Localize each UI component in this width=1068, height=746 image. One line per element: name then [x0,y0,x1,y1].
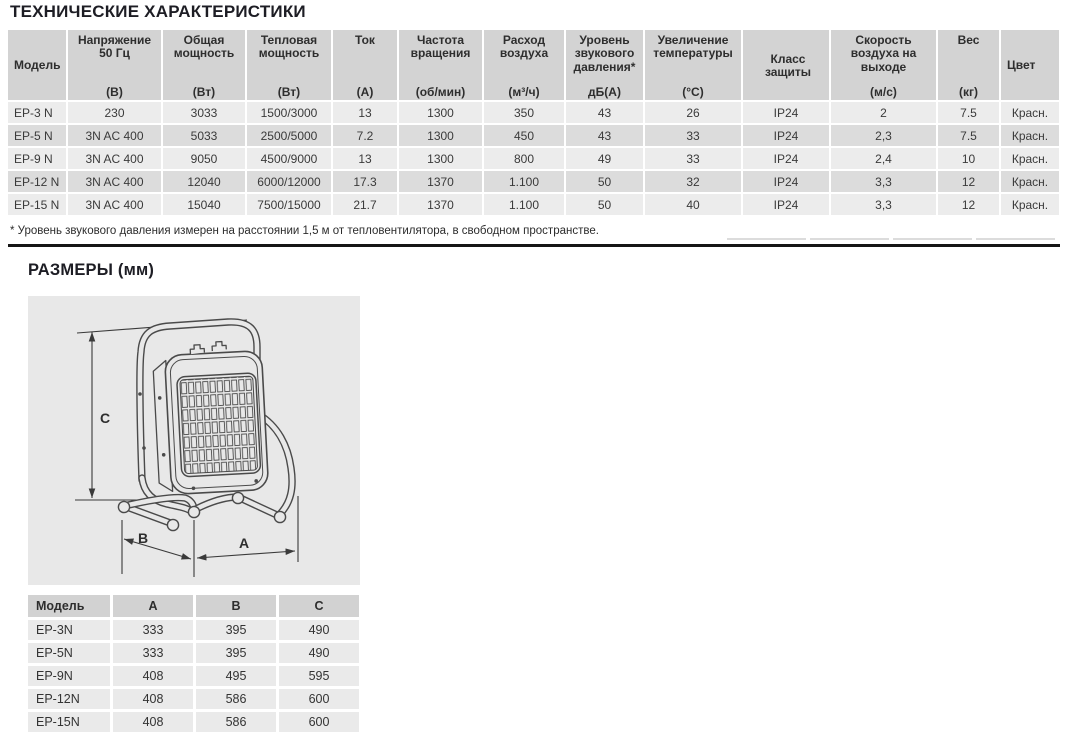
value-cell: 33 [645,125,741,146]
value-cell: 12 [938,171,999,192]
value-cell: 3N AC 400 [68,194,161,215]
dims-col-header: Модель [28,595,110,617]
value-cell: 1370 [399,171,482,192]
model-cell: EP-5N [28,643,110,663]
value-cell: 333 [113,643,193,663]
value-cell: 490 [279,643,359,663]
value-cell: 9050 [163,148,245,169]
value-cell: 586 [196,689,276,709]
specs-col-header [247,30,331,100]
dimensions-table-header [28,595,359,617]
col-unit: (м³/ч) [508,85,540,99]
value-cell: 1300 [399,102,482,123]
specs-col-header [68,30,161,100]
value-cell: 49 [566,148,643,169]
dim-label-c: C [100,410,111,426]
dims-col-header: С [279,595,359,617]
value-cell: 5033 [163,125,245,146]
heater-body [152,340,269,495]
model-cell: EP-5 N [8,125,66,146]
col-label: Модель [14,58,61,73]
grille [177,373,261,477]
value-cell: 50 [566,194,643,215]
specs-col-header [938,30,999,100]
value-cell: 3,3 [831,171,936,192]
value-cell: 3033 [163,102,245,123]
value-cell: 7500/15000 [247,194,331,215]
model-cell: EP-9 N [8,148,66,169]
value-cell: 43 [566,125,643,146]
value-cell: 3N AC 400 [68,171,161,192]
value-cell: 495 [196,666,276,686]
value-cell: 32 [645,171,741,192]
value-cell: Красн. [1001,194,1059,215]
specs-col-header [831,30,936,100]
dims-section-title: РАЗМЕРЫ (мм) [28,261,155,279]
value-cell: 13 [333,102,397,123]
specs-col-header [1001,30,1059,100]
value-cell: 333 [113,620,193,640]
table-row [28,712,359,732]
value-cell: 7.2 [333,125,397,146]
col-label: Напряжение 50 Гц [77,33,152,61]
dims-col-header: А [113,595,193,617]
specs-col-header [399,30,482,100]
specs-col-header [566,30,643,100]
specs-table [6,28,1061,217]
value-cell: 15040 [163,194,245,215]
col-label: Частота вращения [410,33,471,61]
value-cell: 395 [196,620,276,640]
value-cell: 13 [333,148,397,169]
value-cell: 586 [196,712,276,732]
col-unit: (°С) [682,85,704,99]
value-cell: 395 [196,643,276,663]
value-cell: 2,4 [831,148,936,169]
value-cell: 3,3 [831,194,936,215]
value-cell: 50 [566,171,643,192]
value-cell: Красн. [1001,171,1059,192]
value-cell: 6000/12000 [247,171,331,192]
table-row [8,171,1059,192]
col-label: Ток [355,33,375,47]
col-unit: дБ(А) [588,85,621,99]
value-cell: 4500/9000 [247,148,331,169]
table-row [8,194,1059,215]
value-cell: 1370 [399,194,482,215]
value-cell: 1.100 [484,171,564,192]
specs-table-header [8,30,1059,100]
specs-col-header [8,30,66,100]
table-row [28,620,359,640]
section-divider-rule [8,244,1060,247]
model-cell: EP-3N [28,620,110,640]
value-cell: 7.5 [938,125,999,146]
dim-label-a: A [238,535,250,551]
table-row [28,689,359,709]
value-cell: 17.3 [333,171,397,192]
value-cell: Красн. [1001,148,1059,169]
specs-col-header [163,30,245,100]
table-row [28,666,359,686]
value-cell: 1300 [399,125,482,146]
col-unit: (кг) [959,85,978,99]
value-cell: 21.7 [333,194,397,215]
col-label: Тепловая мощность [258,33,320,61]
col-label: Общая мощность [173,33,235,61]
value-cell: 2 [831,102,936,123]
model-cell: EP-3 N [8,102,66,123]
col-unit: (Вт) [192,85,216,99]
divider-segments [727,238,1057,240]
value-cell: 26 [645,102,741,123]
value-cell: 490 [279,620,359,640]
col-label: Класс защиты [764,51,812,79]
col-unit: (м/с) [870,85,897,99]
value-cell: 408 [113,712,193,732]
value-cell: 12040 [163,171,245,192]
value-cell: 595 [279,666,359,686]
value-cell: 408 [113,666,193,686]
value-cell: 43 [566,102,643,123]
value-cell: 600 [279,712,359,732]
value-cell: 600 [279,689,359,709]
value-cell: 1.100 [484,194,564,215]
value-cell: Красн. [1001,102,1059,123]
dimensions-table-body [28,620,359,732]
heater-dimension-diagram [28,296,360,585]
col-unit: (об/мин) [415,85,466,99]
col-label: Уровень звукового давления* [573,33,636,74]
value-cell: 800 [484,148,564,169]
value-cell: 12 [938,194,999,215]
heater-drawing [28,296,360,585]
value-cell: Красн. [1001,125,1059,146]
specs-col-header [484,30,564,100]
col-label: Скорость воздуха на выходе [850,33,917,74]
model-cell: EP-9N [28,666,110,686]
col-unit: (В) [106,85,123,99]
model-cell: EP-15N [28,712,110,732]
value-cell: 230 [68,102,161,123]
model-cell: EP-15 N [8,194,66,215]
value-cell: 450 [484,125,564,146]
col-unit: (Вт) [277,85,301,99]
model-cell: EP-12 N [8,171,66,192]
value-cell: 33 [645,148,741,169]
value-cell: IP24 [743,125,829,146]
col-label: Увеличение температуры [653,33,733,61]
value-cell: 1300 [399,148,482,169]
table-row [8,148,1059,169]
specs-table-body [8,102,1059,215]
table-row [8,125,1059,146]
dims-col-header: В [196,595,276,617]
value-cell: 3N AC 400 [68,148,161,169]
table-row [8,102,1059,123]
specs-col-header [333,30,397,100]
value-cell: 2500/5000 [247,125,331,146]
value-cell: 10 [938,148,999,169]
value-cell: IP24 [743,102,829,123]
value-cell: IP24 [743,194,829,215]
value-cell: 1500/3000 [247,102,331,123]
col-label: Вес [957,33,980,47]
value-cell: 2,3 [831,125,936,146]
col-label: Расход воздуха [499,33,549,61]
col-label: Цвет [1007,58,1036,73]
specs-section-title: ТЕХНИЧЕСКИЕ ХАРАКТЕРИСТИКИ [10,2,306,21]
dim-label-b: B [137,530,149,546]
value-cell: 408 [113,689,193,709]
value-cell: 40 [645,194,741,215]
dimensions-table [25,592,362,735]
value-cell: 3N AC 400 [68,125,161,146]
specs-col-header [645,30,741,100]
value-cell: IP24 [743,148,829,169]
specs-footnote: * Уровень звукового давления измерен на расстоянии 1,5 м от тепловентилятора, в свободном пространстве. [10,225,599,237]
table-row [28,643,359,663]
col-unit: (А) [356,85,374,99]
value-cell: 7.5 [938,102,999,123]
value-cell: IP24 [743,171,829,192]
model-cell: EP-12N [28,689,110,709]
value-cell: 350 [484,102,564,123]
specs-col-header [743,30,829,100]
